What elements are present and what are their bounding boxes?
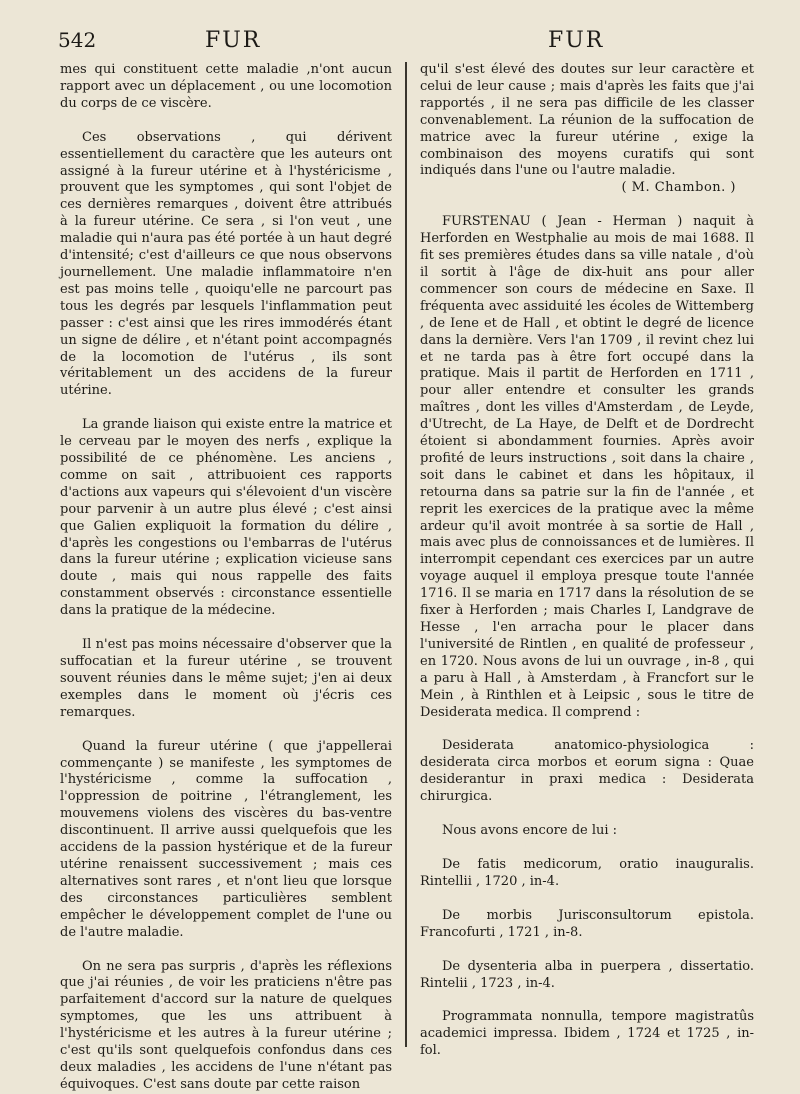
paragraph: La grande liaison qui existe entre la matrice et le cerveau par le moyen des nerfs , explique la possibilité de ce phénomène. Les anciens , comme on sait , attribuoient ces rapports d'actions aux vapeurs qui s'élevoient d'un viscère pour parvenir à un autre plus élevé ; c'est ainsi que Galien expliquoit la formation du délire , d'après les congestions ou l'embarras de l'utérus dans la fureur utérine ; explication vicieuse sans doute , mais qui nous rappelle des faits constamment observés : circonstance essentielle dans la pratique de la médecine.	[60, 417, 392, 619]
citation: De dysenteria alba in puerpera , dissertatio. Rintelii , 1723 , in-4.	[420, 958, 754, 991]
paragraph: Il n'est pas moins nécessaire d'observer que la suffocatian et la fureur utérine , se trouvent souvent réunies dans le même sujet; j'en ai deux exemples dans le moment où j'écris ces remarques.	[60, 637, 392, 720]
citation: De fatis medicorum, oratio inauguralis. Rintellii , 1720 , in-4.	[420, 856, 754, 889]
work-title: Desiderata anatomico-physiologica : desiderata circa morbos et eorum signa : Quae desiderantur in praxi medica : Desiderata chirurgica.	[420, 738, 754, 805]
biography-entry: FURSTENAU ( Jean - Herman ) naquit à Herforden en Westphalie au mois de mai 1688. Il fit ses premières études dans sa ville natale , d'où il sortit à l'âge de dix-huit ans pour aller commencer son cours de médecine en Saxe. Il fréquenta avec assiduité les écoles de Wittemberg , de Iene et de Hall , et obtint le degré de licence dans la dernière. Vers l'an 1709 , il revint chez lui et ne tarda pas à être fort occupé dans la pratique. Mais il partit de Herforden en 1711 , pour aller entendre et consulter les grands maîtres , dont les villes d'Amsterdam , de Leyde, d'Utrecht, de La Haye, de Delft et de Dordrecht étoient si abondamment fournies. Après avoir profité de leurs instructions , soit dans la chaire , soit dans le cabinet et dans les hôpitaux, il retourna dans sa patrie sur la fin de l'année , et reprit les exercices de la pratique avec la même ardeur qu'il avoit montrée à sa sortie de Hall , mais avec plus de connoissances et de lumières. Il interrompit cependant ces exercices par un autre voyage auquel il employa presque toute l'année 1716. Il se maria en 1717 dans la résolution de se fixer à Herforden ; mais Charles I, Landgrave de Hesse , l'en arracha pour le placer dans l'université de Rintlen , en qualité de professeur , en 1720. Nous avons de lui un ouvrage , in-8 , qui a paru à Hall , à Amsterdam , à Francfort sur le Mein , à Rinthlen et à Leipsic , sous le titre de Desiderata medica. Il comprend :	[420, 214, 754, 720]
author-signature: ( M. Chambon. )	[621, 180, 736, 196]
paragraph: Quand la fureur utérine ( que j'appellerai commençante ) se manifeste , les symptomes de l'hystéricisme , comme la suffocation , l'oppression de poitrine , l'étranglement, les mouvemens violens des viscères du bas-ventre discontinuent. Il arrive aussi quelquefois que les accidens de la passion hystérique et de la fureur utérine renaissent successivement ; mais ces alternatives sont rares , et n'ont lieu que lorsque des circonstances particulières semblent empêcher le développement complet de l'une ou de l'autre maladie.	[60, 738, 392, 940]
paragraph: On ne sera pas surpris , d'après les réflexions que j'ai réunies , de voir les praticiens n'être pas parfaitement d'accord sur la nature de quelques symptomes, que les uns attribuent à l'hystéricisme et les autres à la fureur utérine ; c'est qu'ils sont quelquefois confondus dans ces deux maladies , les accidens de l'une n'étant pas équivoques. C'est sans doute par cette raison	[60, 958, 392, 1092]
paragraph: qu'il s'est élevé des doutes sur leur caractère et celui de leur cause ; mais d'après les faits que j'ai rapportés , il ne sera pas difficile de les classer convenablement. La réunion de la suffocation de matrice avec la fureur utérine , exige la combinaison des moyens curatifs qui sont indiqués dans l'une ou l'autre maladie.	[420, 62, 754, 179]
running-head-right: FUR	[548, 28, 605, 53]
left-column	[60, 62, 392, 1094]
paragraph: Nous avons encore de lui :	[442, 823, 618, 839]
paragraph: mes qui constituent cette maladie ,n'ont aucun rapport avec un déplacement , ou une locomotion du corps de ce viscère.	[60, 62, 392, 111]
running-head-left: FUR	[205, 28, 262, 53]
right-column	[420, 62, 754, 1060]
page-number: 542	[58, 28, 97, 52]
citation: De morbis Jurisconsultorum epistola. Francofurti , 1721 , in-8.	[420, 907, 754, 940]
paragraph: Ces observations , qui dérivent essentiellement du caractère que les auteurs ont assigné à la fureur utérine et à l'hystéricisme , prouvent que les symptomes , qui sont l'objet de ces dernières remarques , doivent être attribués à la fureur utérine. Ce sera , si l'on veut , une maladie qui n'aura pas été portée à un haut degré d'intensité; c'est d'ailleurs ce que nous observons journellement. Une maladie inflammatoire n'en est pas moins telle , quoiqu'elle ne parcourt pas tous les degrés par lesquels l'inflammation peut passer : c'est ainsi que les rires immodérés étant un signe de délire , et n'étant point accompagnés de la locomotion de l'utérus , ils sont véritablement un des accidens de la fureur utérine.	[60, 129, 392, 399]
column-divider	[405, 62, 407, 1047]
citation: Programmata nonnulla, tempore magistratûs academici impressa. Ibidem , 1724 et 1725 , in-fol.	[420, 1009, 754, 1059]
